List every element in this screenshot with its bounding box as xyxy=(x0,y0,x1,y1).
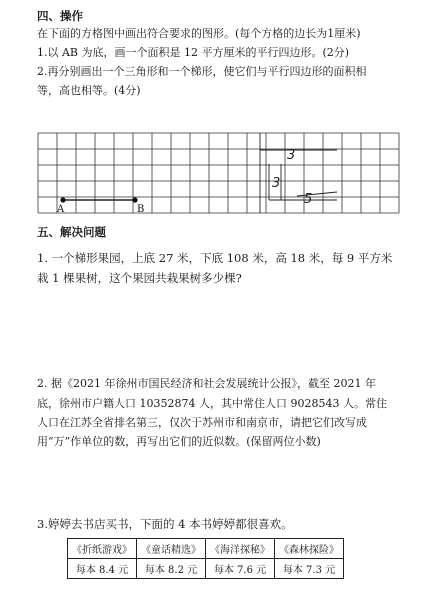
section-4-heading: 四、操作 xyxy=(37,9,83,23)
question-1-line-2: 栽 1 棵果树，这个果园共栽果树多少棵? xyxy=(37,271,242,285)
book-price-cell: 每本 8.4 元 xyxy=(68,559,137,579)
section-4-instruction: 在下面的方格图中画出符合要求的图形。(每个方格的边长为1厘米) xyxy=(37,27,361,40)
grid-drawing xyxy=(37,128,400,218)
book-title-cell: 《童话精选》 xyxy=(137,539,206,559)
point-a-label: A xyxy=(57,204,65,215)
book-price-row xyxy=(68,559,344,579)
book-title-cell: 《海洋探秘》 xyxy=(206,539,275,559)
question-2-line-1: 2. 据《2021 年徐州市国民经济和社会发展统计公报》，截至 2021 年 xyxy=(37,377,376,390)
handwritten-5: 5 xyxy=(304,192,313,207)
question-2-line-3: 人口在江苏全省排名第三，仅次于苏州市和南京市，请把它们改写成 xyxy=(37,416,367,429)
book-title-cell: 《森林探险》 xyxy=(275,539,344,559)
question-1-line-1: 1. 一个梯形果园，上底 27 米，下底 108 米，高 18 米，每 9 平方米 xyxy=(37,251,393,265)
section-5-heading: 五、解决问题 xyxy=(37,225,106,239)
square-grid xyxy=(37,128,400,218)
book-price-cell: 每本 8.2 元 xyxy=(137,559,206,579)
point-b-dot xyxy=(132,197,137,202)
book-price-cell: 每本 7.6 元 xyxy=(206,559,275,579)
point-b-label: B xyxy=(137,204,145,215)
question-2-line-2: 底，徐州市户籍人口 10352874 人，其中常住人口 9028543 人。常住 xyxy=(37,397,387,410)
question-3: 3.婷婷去书店买书，下面的 4 本书婷婷都很喜欢。 xyxy=(37,517,293,531)
task-2-line-2: 等，高也相等。(4分) xyxy=(37,84,141,97)
handwritten-3-middle: 3 xyxy=(272,176,281,191)
question-2-line-4: 用“万”作单位的数，再写出它们的近似数。(保留两位小数) xyxy=(37,435,321,448)
book-title-cell: 《折纸游戏》 xyxy=(68,539,137,559)
handwritten-3-top: 3 xyxy=(287,148,296,163)
books-table xyxy=(67,538,344,579)
book-title-row xyxy=(68,539,344,559)
task-2-line-1: 2.再分别画出一个三角形和一个梯形，使它们与平行四边形的面积相 xyxy=(37,65,367,78)
task-1: 1.以 AB 为底，画一个面积是 12 平方厘米的平行四边形。(2分) xyxy=(37,46,350,59)
book-price-cell: 每本 7.3 元 xyxy=(275,559,344,579)
point-a-dot xyxy=(60,197,65,202)
